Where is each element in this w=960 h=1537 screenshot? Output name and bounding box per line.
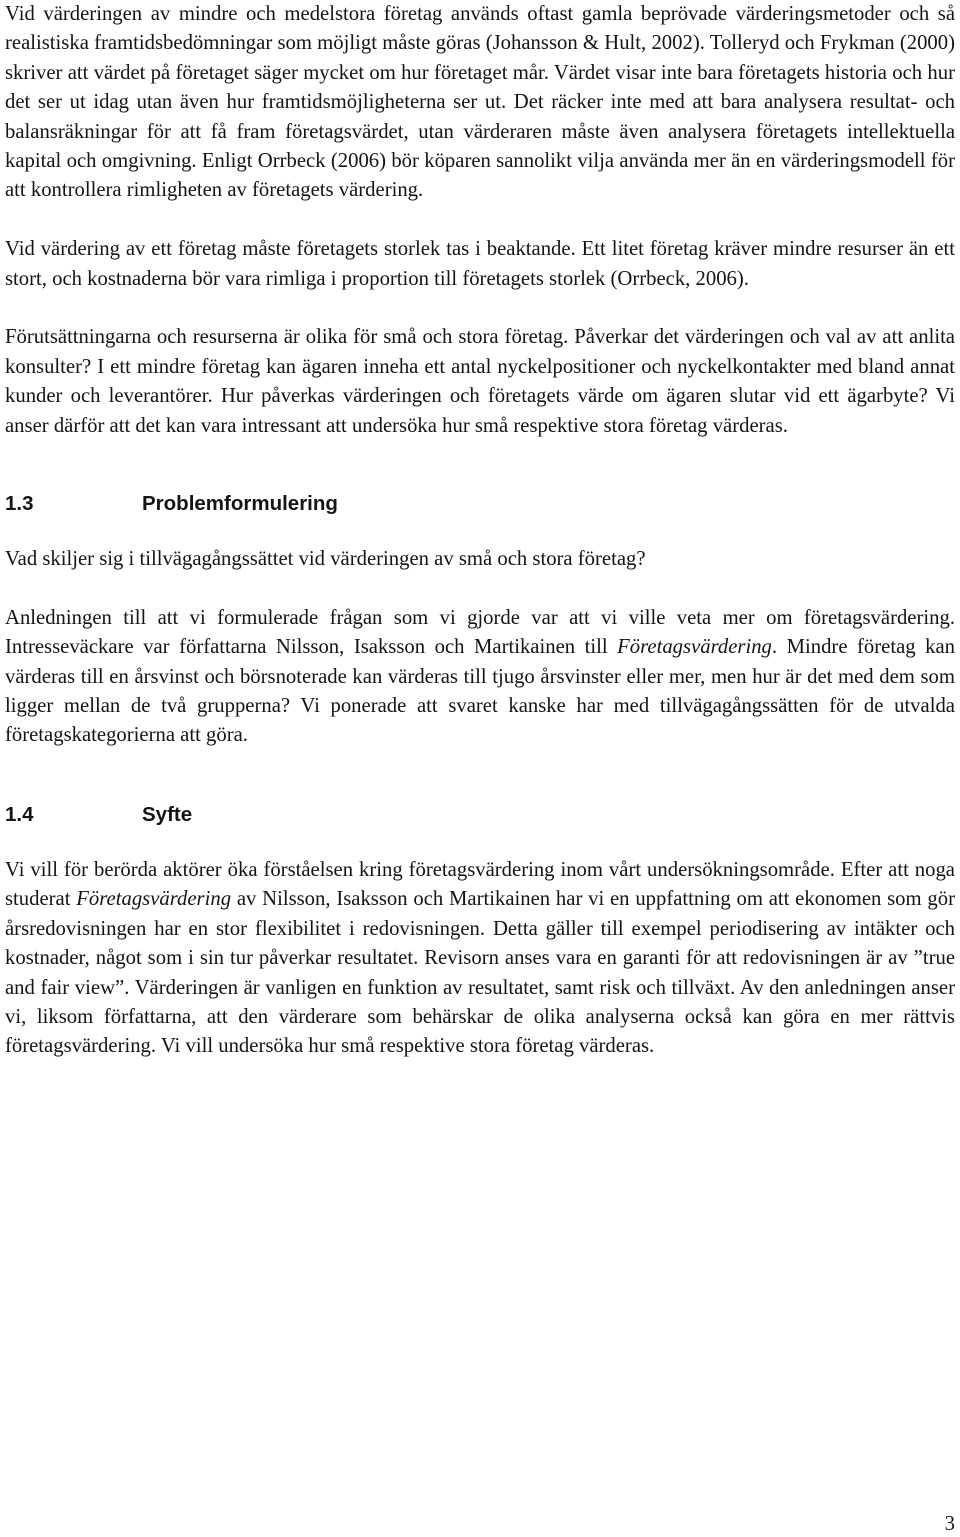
- text-run: Vi vill för berörda aktörer öka förståelsen kring företagsvärdering inom vårt undersökningsområde. Efter att noga studerat: [5, 858, 955, 911]
- research-question: Vad skiljer sig i tillvägagångssättet vid värderingen av små och stora företag?: [5, 548, 646, 571]
- text-run: av Nilsson, Isaksson och Martikainen har vi en uppfattning om att ekonomen som gör årsredovisningen har en stor flexibilitet i redovisningen. Detta gäller till exempel periodisering av intäkter och kostnader, något som i sin tur påverkar resultatet. Revisorn anses vara en garanti för att redovisningen är av ”true and fair view”. Värderingen är vanligen en funktion av resultatet, samt risk och tillväxt. Av den anledningen anser vi, liksom författarna, att den värderare som behärskar de olika analyserna också kan göra en mer rättvis företagsvärdering. Vi vill undersöka hur små respektive stora företag värderas.: [5, 888, 955, 1058]
- intro-paragraph-3: Förutsättningarna och resurserna är olika för små och stora företag. Påverkar det värderingen och val av att anlita konsulter? I ett mindre företag kan ägaren inneha ett antal nyckelpositioner och nyckelkontakter med bland annat kunder och leverantörer. Hur påverkas värderingen och företagets värde om ägaren slutar vid ett ägarbyte? Vi anser därför att det kan vara intressant att undersöka hur små respektive stora företag värderas.: [5, 326, 955, 437]
- purpose-paragraph: [5, 856, 955, 1062]
- page-number: 3: [944, 1513, 955, 1535]
- section-title: Problemformulering: [142, 492, 338, 516]
- book-title: Företagsvärdering: [76, 888, 232, 911]
- section-number: 1.3: [5, 492, 34, 516]
- section-number: 1.4: [5, 802, 34, 826]
- intro-paragraph-2: Vid värdering av ett företag måste företagets storlek tas i beaktande. Ett litet företag kräver mindre resurser än ett stort, och kostnaderna bör vara rimliga i proportion till företagets storlek (Orrbeck, 2006).: [5, 238, 955, 290]
- section-title: Syfte: [142, 802, 193, 826]
- text-run: Anledningen till att vi formulerade frågan som vi gjorde var att vi ville veta mer om företagsvärdering. Intresseväckare var författarna Nilsson, Isaksson och Martikainen till: [5, 606, 955, 659]
- text-run: . Mindre företag kan värderas till en årsvinst och börsnoterade kan värderas till tjugo årsvinster eller mer, men hur är det med dem som ligger mellan de två grupperna? Vi ponerade att svaret kanske har med tillvägagångssätten för de utvalda företagskategorierna att göra.: [5, 636, 955, 747]
- problem-paragraph: [5, 604, 955, 751]
- section-heading-problemformulering: [5, 491, 955, 517]
- book-title: Företagsvärdering: [617, 636, 772, 659]
- intro-paragraph-1: Vid värderingen av mindre och medelstora företag används oftast gamla beprövade värderingsmetoder och så realistiska framtidsbedömningar som möjligt måste göras (Johansson & Hult, 2002). Tolleryd och Frykman (2000) skriver att värdet på företaget säger mycket om hur företaget mår. Värdet visar inte bara företagets historia och hur det ser ut idag utan även hur framtidsmöjligheterna ser ut. Det räcker inte med att bara analysera resultat- och balansräkningar för att få fram företagsvärdet, utan värderaren måste även analysera företagets intellektuella kapital och omgivning. Enligt Orrbeck (2006) bör köparen sannolikt vilja använda mer än en värderingsmodell för att kontrollera rimligheten av företagets värdering.: [5, 3, 955, 202]
- document-page: [5, 0, 955, 1062]
- section-heading-syfte: [5, 802, 955, 828]
